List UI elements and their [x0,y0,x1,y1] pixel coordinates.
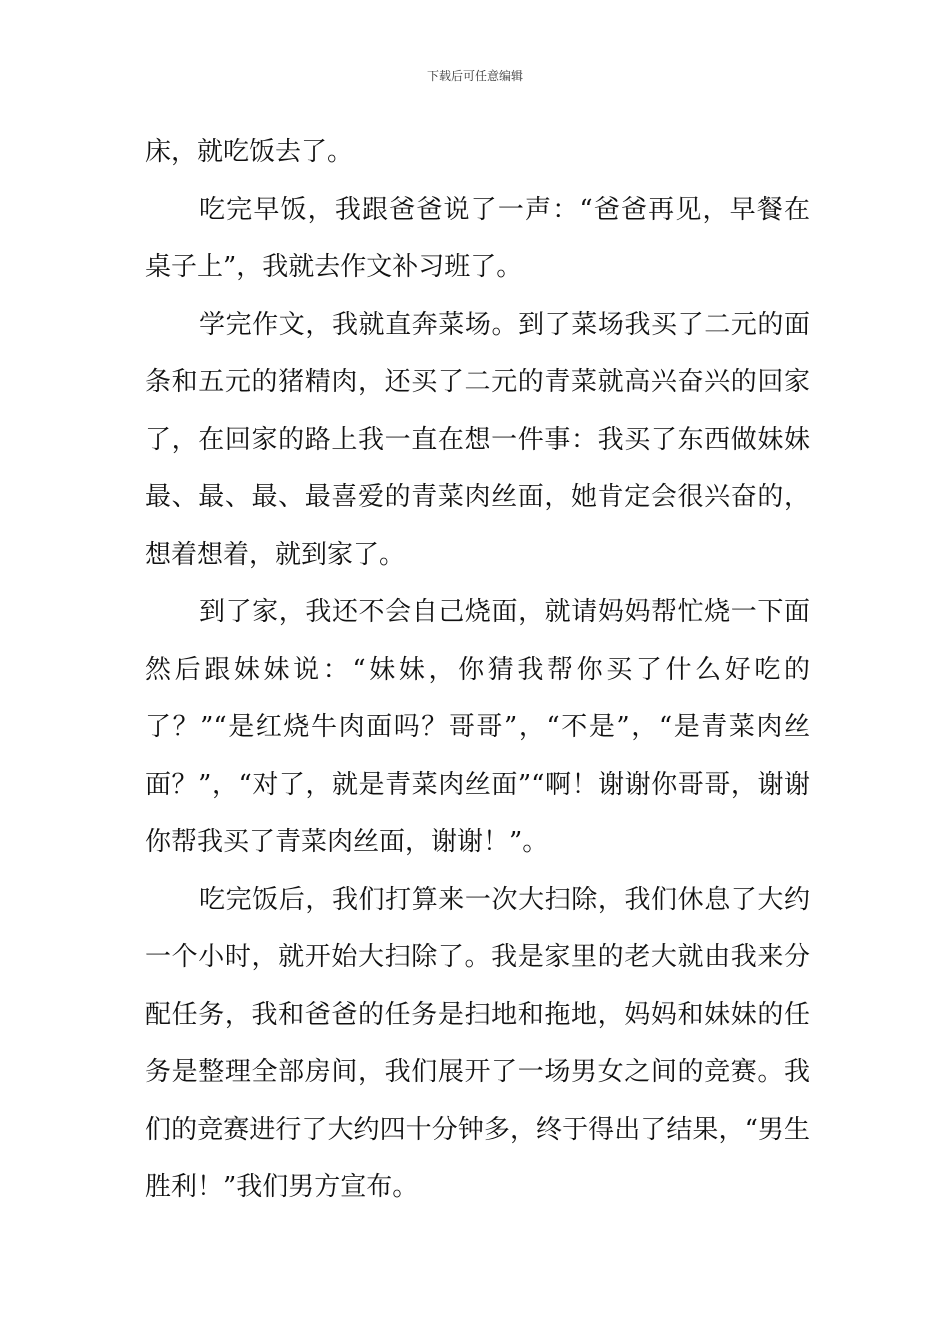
paragraph: 到了家，我还不会自己烧面，就请妈妈帮忙烧一下面然后跟妹妹说：“妹妹，你猜我帮你买了什么好吃的了？”“是红烧牛肉面吗？哥哥”，“不是”，“是青菜肉丝面？”，“对了，就是青菜肉丝面”“啊！谢谢你哥哥，谢谢你帮我买了青菜肉丝面，谢谢！”。 [145,597,810,857]
paragraph: 床，就吃饭去了。 [145,137,354,167]
paragraph: 吃完早饭，我跟爸爸说了一声：“爸爸再见，早餐在桌子上”，我就去作文补习班了。 [145,194,810,282]
page-header: 下载后可任意编辑 [426,69,523,83]
paragraph: 吃完饭后，我们打算来一次大扫除，我们休息了大约一个小时，就开始大扫除了。我是家里的老大就由我来分配任务，我和爸爸的任务是扫地和拖地，妈妈和妹妹的任务是整理全部房间，我们展开了一场男女之间的竞赛。我们的竞赛进行了大约四十分钟多，终于得出了结果，“男生胜利！”我们男方宣布。 [145,884,810,1202]
paragraph: 学完作文，我就直奔菜场。到了菜场我买了二元的面条和五元的猪精肉，还买了二元的青菜就高兴奋兴的回家了，在回家的路上我一直在想一件事：我买了东西做妹妹最、最、最、最喜爱的青菜肉丝面，她肯定会很兴奋的，想着想着，就到家了。 [145,309,810,570]
document-body [145,124,810,1217]
